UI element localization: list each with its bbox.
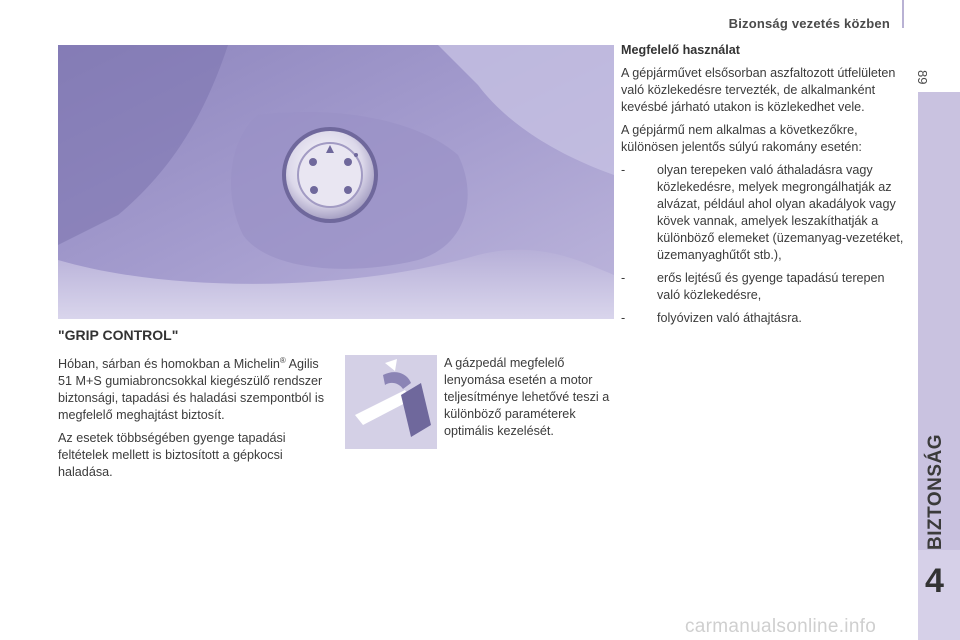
list-item (621, 162, 907, 264)
list-item (621, 270, 907, 304)
bullet-marker: - (621, 311, 626, 325)
paragraph-text: Hóban, sárban és homokban a Michelin (58, 357, 280, 372)
chapter-number: 4 (925, 562, 944, 600)
paragraph-text: Agilis 51 M+S gumiabroncsokkal kiegészülő rendszer biztonsági, tapadási és haladási szempontból is megfelelő meghajtást biztosít. (58, 357, 325, 423)
page-number: 89 (915, 70, 930, 85)
middle-column-text: A gázpedál megfelelő lenyomása esetén a motor teljesítménye lehetővé teszi a különböző paraméterek optimális kezelését. (444, 356, 610, 438)
list-item (621, 310, 907, 327)
chapter-label: BIZTONSÁG (925, 433, 946, 550)
left-column-text (58, 352, 328, 487)
usage-subheading: Megfelelő használat (621, 43, 740, 57)
grip-control-illustration (58, 45, 614, 319)
list-item-text: folyóvizen való áthajtásra. (657, 311, 802, 325)
accelerator-pedal-icon (345, 355, 437, 449)
right-column-text (621, 42, 907, 333)
list-item-text: olyan terepeken való áthaladásra vagy közlekedésre, melyek megrongálhatják az alvázat, például ahol olyan akadályok vagy kövek vannak, amelyek leszakíthatják a különböző elemeket (üzemanyag-vezetéket, üzemanyaghűtőt stb.), (657, 163, 904, 262)
paragraph-traction: Az esetek többségében gyenge tapadási feltételek mellett is biztosított a gépkocsi haladása. (58, 431, 286, 480)
watermark: carmanualsonline.info (685, 616, 877, 637)
header-divider (902, 0, 904, 28)
list-item-text: erős lejtésű és gyenge tapadású terepen való közlekedésre, (657, 271, 885, 302)
bullet-marker: - (621, 163, 626, 177)
section-title: "GRIP CONTROL" (58, 327, 179, 343)
restriction-list (621, 162, 907, 327)
paragraph-michelin (58, 352, 328, 424)
registered-mark: ® (279, 356, 286, 365)
usage-paragraph: A gépjárművet elsősorban aszfaltozott útfelületen való közlekedésre tervezték, de alkalmanként kevésbé járható utakon is közlekedhet vele. (621, 66, 896, 114)
usage-paragraph: A gépjármű nem alkalmas a következőkre, különösen jelentős súlyú rakomány esetén: (621, 123, 862, 154)
page-header-title: Bizonság vezetés közben (728, 16, 890, 31)
chapter-side-band (918, 92, 960, 640)
bullet-marker: - (621, 271, 626, 285)
